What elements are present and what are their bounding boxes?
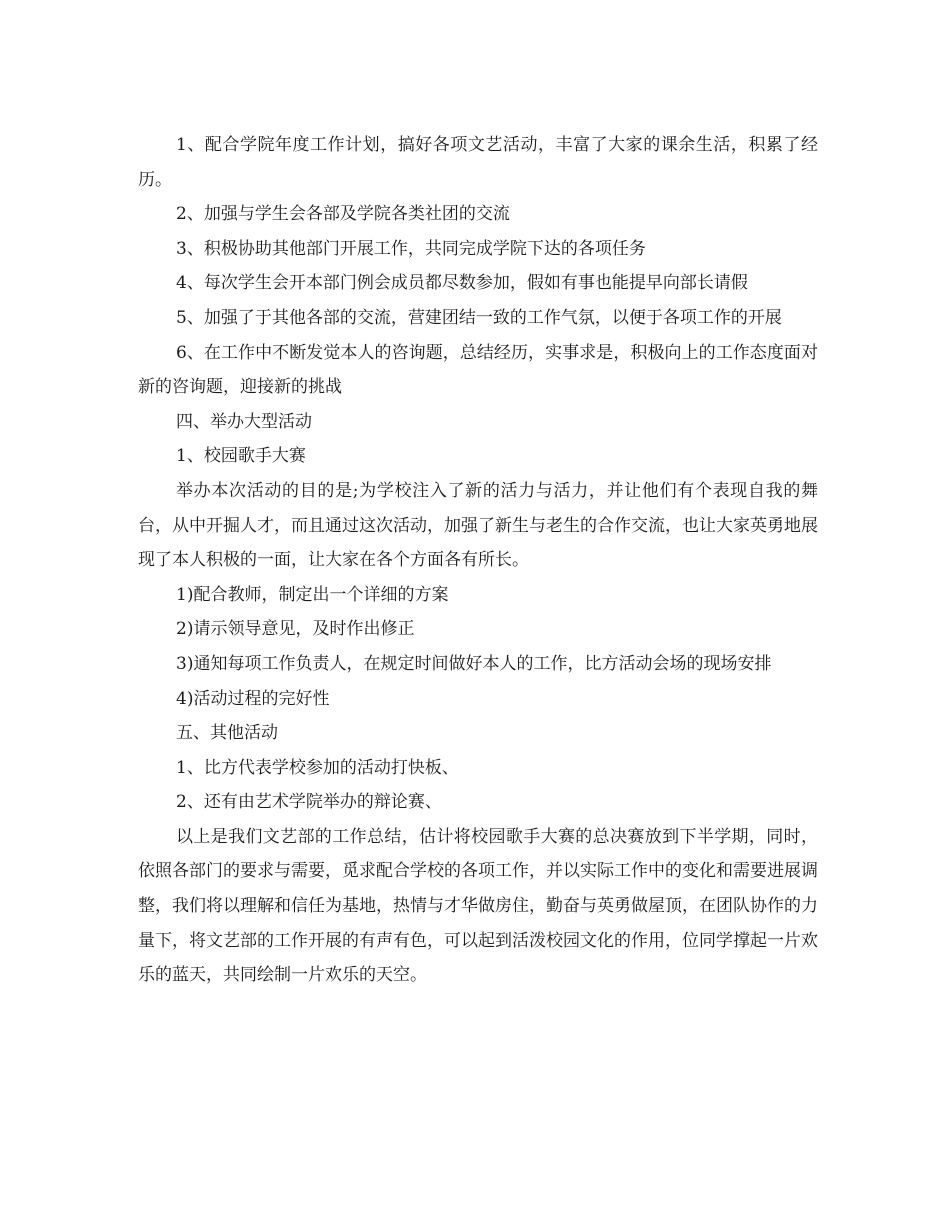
paragraph-step-4: 4)活动过程的完好性 (176, 688, 330, 709)
paragraph-step-3: 3)通知每项工作负责人，在规定时间做好本人的工作，比方活动会场的现场安排 (176, 653, 772, 674)
paragraph-step-2: 2)请示领导意见，及时作出修正 (176, 619, 415, 640)
paragraph-item-1: 1、配合学院年度工作计划，搞好各项文艺活动，丰富了大家的课余生活，积累了经历。 (138, 135, 818, 190)
subsection-heading-singer-contest: 1、校园歌手大赛 (176, 446, 306, 467)
section-heading-4: 四、举办大型活动 (176, 411, 312, 432)
paragraph-item-6: 6、在工作中不断发觉本人的咨询题，总结经历，实事求是，积极向上的工作态度面对新的咨询题，迎接新的挑战 (138, 342, 818, 398)
paragraph-item-4: 4、每次学生会开本部门例会成员都尽数参加，假如有事也能提早向部长请假 (176, 273, 748, 294)
paragraph-activity-purpose: 举办本次活动的目的是;为学校注入了新的活力与活力，并让他们有个表现自我的舞台，从中开掘人才，而且通过这次活动，加强了新生与老生的合作交流，也让大家英勇地展现了本人积极的一面，让大家在各个方面各有所长。 (138, 480, 818, 571)
paragraph-summary: 以上是我们文艺部的工作总结，估计将校园歌手大赛的总决赛放到下半学期，同时，依照各部门的要求与需要，觅求配合学校的各项工作，并以实际工作中的变化和需要进展调整，我们将以理解和信任为基地，热情与才华做房住，勤奋与英勇做屋顶，在团队协作的力量下，将文艺部的工作开展的有声有色，可以起到活泼校园文化的作用，位同学撑起一片欢乐的蓝天，共同绘制一片欢乐的天空。 (138, 826, 818, 986)
paragraph-other-activity-2: 2、还有由艺术学院举办的辩论赛、 (176, 792, 442, 813)
paragraph-item-2: 2、加强与学生会各部及学院各类社团的交流 (176, 204, 510, 225)
paragraph-step-1: 1)配合教师，制定出一个详细的方案 (176, 584, 449, 605)
paragraph-item-3: 3、积极协助其他部门开展工作，共同完成学院下达的各项任务 (176, 238, 646, 259)
paragraph-item-5: 5、加强了于其他各部的交流，营建团结一致的工作气氛，以便于各项工作的开展 (176, 307, 782, 328)
document-body (138, 128, 818, 993)
paragraph-other-activity-1: 1、比方代表学校参加的活动打快板、 (176, 757, 459, 778)
section-heading-5: 五、其他活动 (176, 723, 278, 744)
